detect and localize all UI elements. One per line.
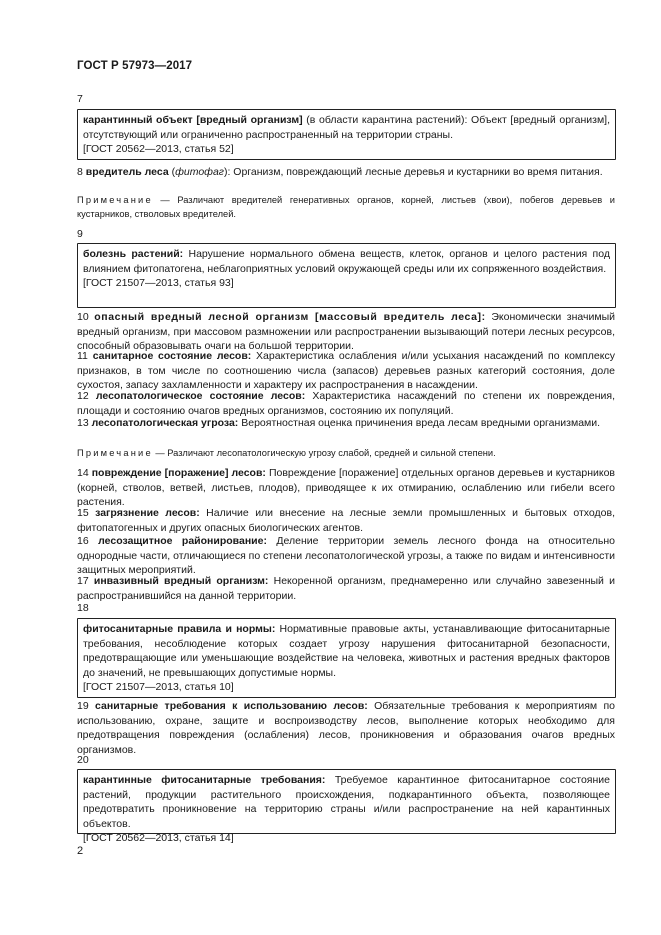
entry-7-text: (в области карантина растений): Объект [вредный организм], отсутствующий или ограниченно распространенный на территории страны.	[83, 114, 610, 141]
document-header: ГОСТ Р 57973—2017	[77, 60, 193, 72]
entry-12: 12 лесопатологическое состояние лесов: Характеристика насаждений по степени их повреждения, площади и состоянию очагов вредных организмов, состоянию их популяций.	[77, 390, 615, 417]
entry-18-box	[77, 618, 616, 698]
note-1-label: Примечание	[77, 195, 153, 205]
entry-12-term: лесопатологическое состояние лесов:	[95, 390, 306, 402]
entry-9-box	[77, 243, 616, 308]
entry-16-term: лесозащитное районирование:	[98, 535, 267, 547]
entry-19-term: санитарные требования к использованию лесов:	[95, 700, 368, 712]
entry-19: 19 санитарные требования к использованию лесов: Обязательные требования к мероприятиям по использованию, охране, защите и воспроизводству лесов, выполнение которых необходимо для предотвращения повреждения (ослабления) лесов, проникновения и образования очагов вредных организмов.	[77, 700, 615, 756]
entry-8: 8 вредитель леса (фитофаг): Организм, повреждающий лесные деревья и кустарники во время питания.	[77, 166, 603, 178]
entry-15-term: загрязнение лесов:	[95, 507, 200, 519]
entry-10-term: опасный вредный лесной организм [массовый вредитель леса]:	[94, 311, 486, 323]
entry-7-number: 7	[77, 93, 83, 105]
entry-20-box	[77, 769, 616, 844]
entry-18-term: фитосанитарные правила и нормы:	[83, 623, 276, 635]
entry-14: 14 повреждение [поражение] лесов: Повреждение [поражение] отдельных органов деревьев и кустарников (корней, стволов, ветвей, листьев, плодов), приводящее к их отмиранию, ослаблению или гибели всего растения.	[77, 467, 616, 508]
entry-11-term: санитарное состояние лесов:	[92, 350, 252, 362]
page-number: 2	[77, 845, 84, 857]
note-2	[77, 447, 615, 461]
entry-14-term: повреждение [поражение] лесов:	[91, 467, 266, 479]
note-2-text: — Различают лесопатологическую угрозу слабой, средней и сильной степени.	[152, 448, 496, 458]
entry-20-source: [ГОСТ 20562—2013, статья 14]	[83, 832, 234, 844]
entry-15: 15 загрязнение лесов: Наличие или внесение на лесные земли промышленных и бытовых отходов, фитопатогенных и других опасных биологических агентов.	[77, 507, 615, 534]
entry-8-italic: фитофаг	[175, 166, 224, 178]
entry-7-term: карантинный объект [вредный организм]	[83, 114, 303, 126]
entry-13-term: лесопатологическая угроза:	[91, 417, 239, 429]
entry-17: 17 инвазивный вредный организм: Некоренной организм, преднамеренно или случайно завезенный и распространившийся на данной территории.	[77, 575, 615, 602]
entry-13: 13 лесопатологическая угроза: Вероятностная оценка причинения вреда лесам вредными организмами.	[77, 417, 601, 429]
entry-18-text: Нормативные правовые акты, устанавливающие фитосанитарные требования, несоблюдение которых создает угрозу нарушения фитосанитарной безопасности, предотвращающие или уменьшающие воздействие на человека, животных и растения вредных факторов до значений, не превышающих допустимые нормы.	[83, 623, 610, 679]
entry-9-text: Нарушение нормального обмена веществ, клеток, органов и целого растения под влиянием фитопатогена, неблагоприятных условий окружающей среды или их сопряженного воздействия.	[83, 248, 610, 275]
entry-7-box	[77, 109, 616, 160]
note-1	[77, 194, 615, 221]
entry-18-number: 18	[77, 602, 89, 614]
entry-9-number: 9	[77, 228, 83, 240]
entry-10: 10 опасный вредный лесной организм [массовый вредитель леса]: Экономически значимый вредный организм, при массовом размножении или распространении вызывающий потери лесных ресурсов, способный образовывать очаги на большой территории.	[77, 311, 615, 352]
entry-17-term: инвазивный вредный организм:	[93, 575, 269, 587]
entry-20-number: 20	[77, 754, 89, 766]
entry-20-text: Требуемое карантинное фитосанитарное состояние растений, продукции растительного происхождения, подкарантинного объекта, позволяющее предотвратить проникновение на территорию страны и/или распространение на ней карантинных объектов.	[83, 774, 610, 830]
entry-20-term: карантинные фитосанитарные требования:	[83, 774, 326, 786]
entry-9-term: болезнь растений:	[83, 248, 184, 260]
entry-7-source: [ГОСТ 20562—2013, статья 52]	[83, 143, 234, 155]
note-2-label: Примечание	[77, 448, 153, 458]
entry-8-term: вредитель леса	[85, 166, 169, 178]
entry-9-source: [ГОСТ 21507—2013, статья 93]	[83, 277, 234, 289]
entry-18-source: [ГОСТ 21507—2013, статья 10]	[83, 681, 234, 693]
note-1-text: — Различают вредителей генеративных органов, корней, листьев (хвои), побегов деревьев и кустарников, стволовых вредителей.	[77, 195, 615, 219]
entry-11: 11 санитарное состояние лесов: Характеристика ослабления и/или усыхания насаждений по комплексу признаков, в том числе по соотношению числа (запасов) деревьев разных категорий состояния, доле сухостоя, запасу захламленности и характеру их распространения в насаждении.	[77, 350, 615, 391]
entry-16: 16 лесозащитное районирование: Деление территории земель лесного фонда на относительно однородные части, отличающиеся по степени лесопатологической угрозы, а также по видам и интенсивности защитных мероприятий.	[77, 535, 615, 576]
